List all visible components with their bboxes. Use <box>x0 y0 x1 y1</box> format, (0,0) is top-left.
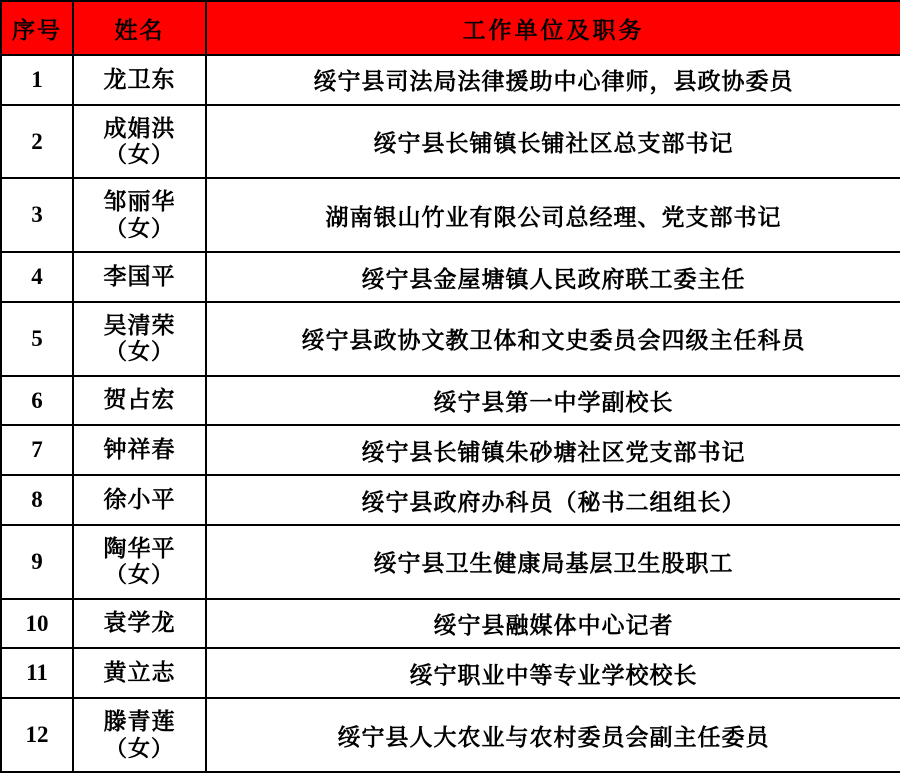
cell-index: 10 <box>1 599 73 649</box>
cell-unit: 绥宁县政府办科员（秘书二组组长） <box>206 475 900 525</box>
cell-unit: 绥宁职业中等专业学校校长 <box>206 648 900 698</box>
cell-name <box>73 425 206 475</box>
table-row <box>1 105 900 179</box>
cell-index: 6 <box>1 376 73 426</box>
person-gender-note: （女） <box>104 215 174 241</box>
cell-index: 3 <box>1 178 73 252</box>
cell-unit: 绥宁县长铺镇朱砂塘社区党支部书记 <box>206 425 900 475</box>
cell-unit: 绥宁县人大农业与农村委员会副主任委员 <box>206 698 900 772</box>
person-name: 龙卫东 <box>103 66 176 92</box>
person-name: 滕青莲 <box>103 709 176 735</box>
table-header <box>1 1 900 55</box>
cell-name <box>73 252 206 302</box>
cell-unit: 绥宁县卫生健康局基层卫生股职工 <box>206 525 900 599</box>
cell-index: 4 <box>1 252 73 302</box>
person-gender-note: （女） <box>104 562 174 588</box>
person-gender-note: （女） <box>104 142 174 168</box>
person-name: 黄立志 <box>103 660 176 686</box>
table-row <box>1 525 900 599</box>
person-name: 徐小平 <box>103 486 176 512</box>
table-body <box>1 55 900 772</box>
cell-name <box>73 376 206 426</box>
table-row <box>1 55 900 105</box>
person-name: 钟祥春 <box>103 437 176 463</box>
cell-name <box>73 105 206 179</box>
person-name: 成娟洪 <box>103 115 176 141</box>
cell-index: 5 <box>1 302 73 376</box>
cell-unit: 湖南银山竹业有限公司总经理、党支部书记 <box>206 178 900 252</box>
table-row <box>1 376 900 426</box>
person-name: 贺占宏 <box>103 387 176 413</box>
cell-name <box>73 475 206 525</box>
cell-name <box>73 599 206 649</box>
header-row <box>1 1 900 55</box>
person-name: 陶华平 <box>103 535 176 561</box>
cell-index: 8 <box>1 475 73 525</box>
cell-unit: 绥宁县融媒体中心记者 <box>206 599 900 649</box>
column-header-index: 序号 <box>1 1 73 55</box>
table-row <box>1 599 900 649</box>
cell-name <box>73 55 206 105</box>
cell-name <box>73 698 206 772</box>
cell-unit: 绥宁县金屋塘镇人民政府联工委主任 <box>206 252 900 302</box>
table-row <box>1 648 900 698</box>
cell-unit: 绥宁县司法局法律援助中心律师，县政协委员 <box>206 55 900 105</box>
cell-name <box>73 178 206 252</box>
cell-name <box>73 648 206 698</box>
table-row <box>1 178 900 252</box>
cell-index: 11 <box>1 648 73 698</box>
person-name: 李国平 <box>103 263 176 289</box>
cell-unit: 绥宁县第一中学副校长 <box>206 376 900 426</box>
table-row <box>1 302 900 376</box>
person-gender-note: （女） <box>104 735 174 761</box>
cell-name <box>73 302 206 376</box>
table-row <box>1 475 900 525</box>
table-row <box>1 252 900 302</box>
cell-index: 2 <box>1 105 73 179</box>
table-row <box>1 698 900 772</box>
cell-name <box>73 525 206 599</box>
person-name: 吴清荣 <box>103 312 176 338</box>
column-header-unit: 工作单位及职务 <box>206 1 900 55</box>
person-name: 邹丽华 <box>103 189 176 215</box>
table-row <box>1 425 900 475</box>
person-gender-note: （女） <box>104 339 174 365</box>
cell-index: 12 <box>1 698 73 772</box>
cell-index: 1 <box>1 55 73 105</box>
cell-unit: 绥宁县长铺镇长铺社区总支部书记 <box>206 105 900 179</box>
person-name: 袁学龙 <box>103 610 176 636</box>
cell-unit: 绥宁县政协文教卫体和文史委员会四级主任科员 <box>206 302 900 376</box>
cell-index: 7 <box>1 425 73 475</box>
cell-index: 9 <box>1 525 73 599</box>
column-header-name: 姓名 <box>73 1 206 55</box>
